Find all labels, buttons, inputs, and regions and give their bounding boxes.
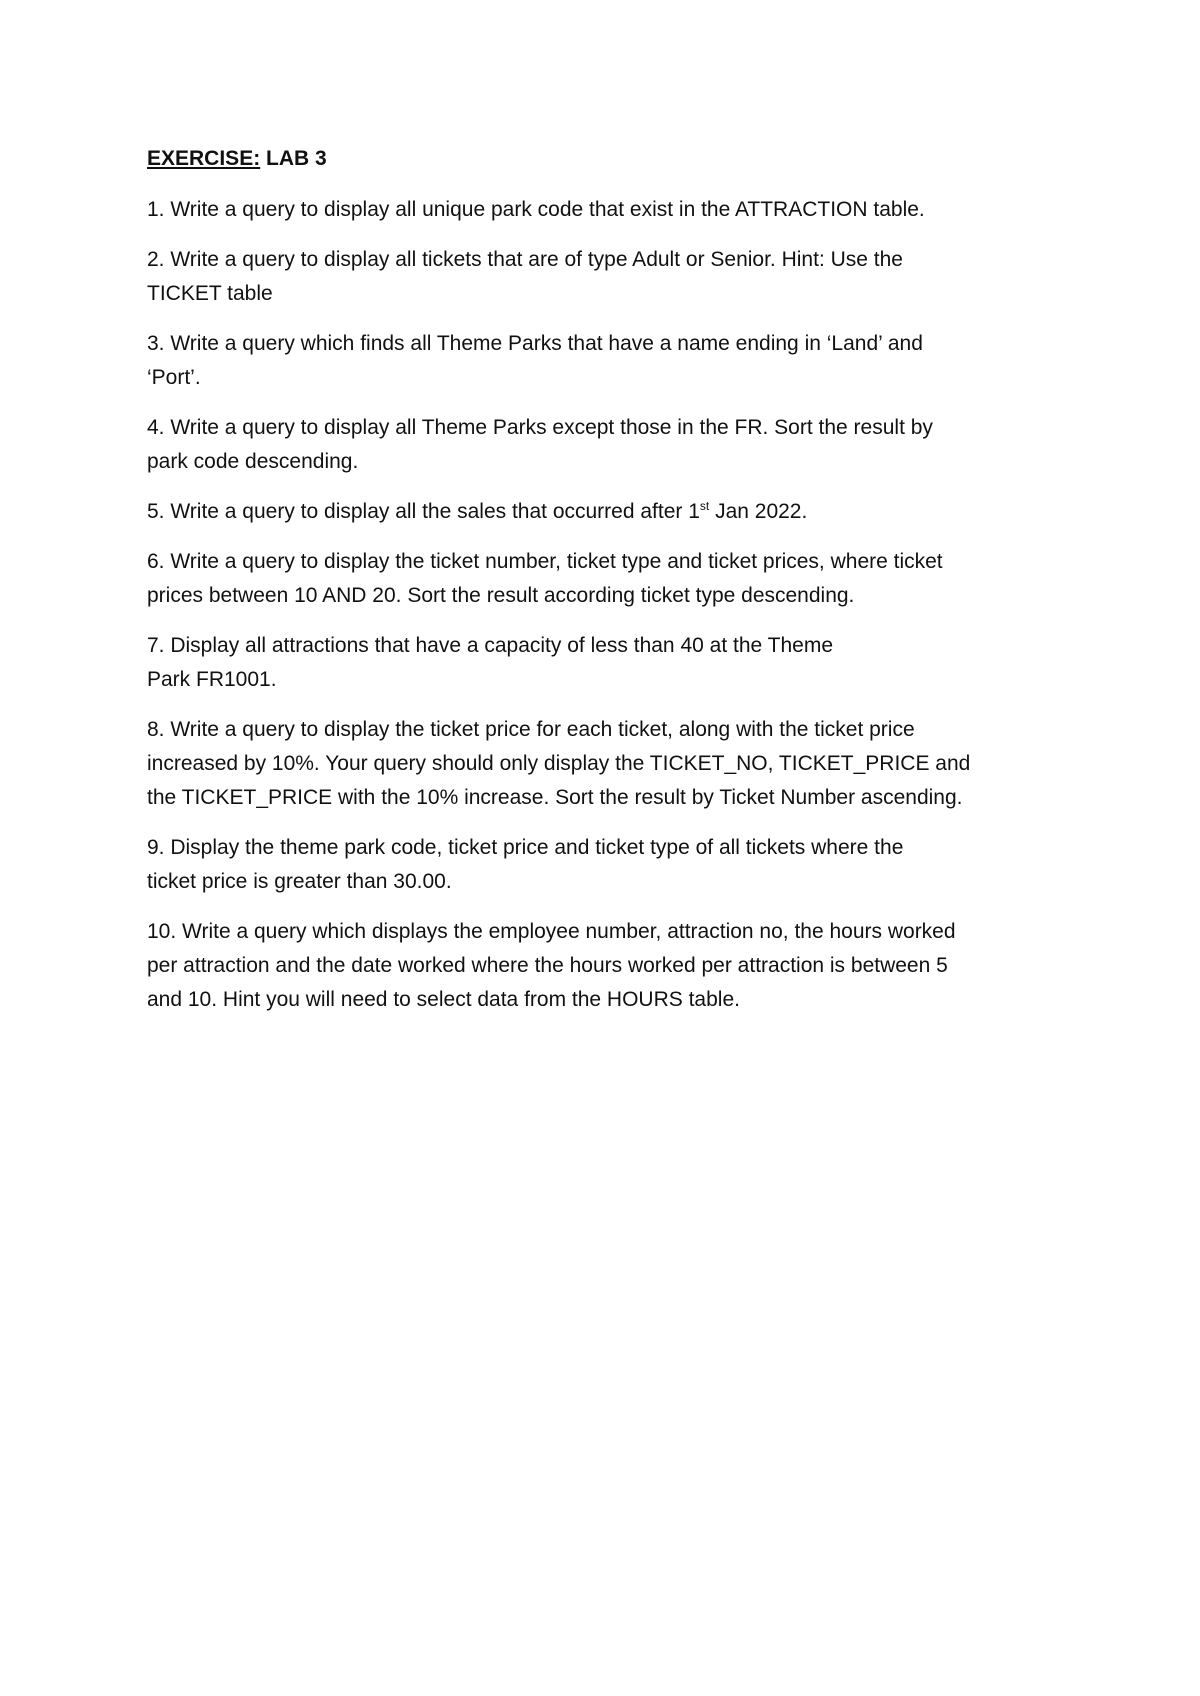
question-line: and 10. Hint you will need to select data from the HOURS table. [147,988,740,1011]
question-line: increased by 10%. Your query should only display the TICKET_NO, TICKET_PRICE and [147,752,971,775]
question-line: the TICKET_PRICE with the 10% increase. Sort the result by Ticket Number ascending. [147,786,963,809]
question-9 [147,831,1077,899]
question-1 [147,193,1077,227]
question-3 [147,327,1077,395]
question-line: per attraction and the date worked where the hours worked per attraction is between 5 [147,954,948,977]
exercise-heading [147,142,1077,176]
question-line [147,495,1077,529]
question-line: prices between 10 AND 20. Sort the result according ticket type descending. [147,584,855,607]
question-line: 9. Display the theme park code, ticket price and ticket type of all tickets where the [147,836,904,859]
question-2 [147,243,1077,311]
question-line: TICKET table [147,282,273,305]
question-line: 7. Display all attractions that have a capacity of less than 40 at the Theme [147,634,833,657]
question-line: 10. Write a query which displays the employee number, attraction no, the hours worked [147,920,956,943]
question-10 [147,915,1077,1017]
question-5-suffix: Jan 2022. [709,500,808,523]
question-line: 6. Write a query to display the ticket number, ticket type and ticket prices, where ticket [147,550,943,573]
question-8 [147,713,1077,815]
question-line: 4. Write a query to display all Theme Parks except those in the FR. Sort the result by [147,416,933,439]
question-line: ‘Port’. [147,366,201,389]
question-7 [147,629,1077,697]
question-line: ticket price is greater than 30.00. [147,870,452,893]
heading-label: EXERCISE: [147,147,261,170]
question-5 [147,495,1077,529]
question-5-prefix: 5. Write a query to display all the sales that occurred after 1 [147,500,700,523]
question-line: Park FR1001. [147,668,277,691]
question-line: 1. Write a query to display all unique park code that exist in the ATTRACTION table. [147,198,925,221]
question-line: 8. Write a query to display the ticket price for each ticket, along with the ticket price [147,718,915,741]
ordinal-suffix: st [699,499,710,513]
question-6 [147,545,1077,613]
question-4 [147,411,1077,479]
question-line: 3. Write a query which finds all Theme Parks that have a name ending in ‘Land’ and [147,332,923,355]
document-page [147,142,1077,1033]
heading-title: LAB 3 [260,147,327,170]
question-line: 2. Write a query to display all tickets that are of type Adult or Senior. Hint: Use the [147,248,903,271]
question-line: park code descending. [147,450,359,473]
